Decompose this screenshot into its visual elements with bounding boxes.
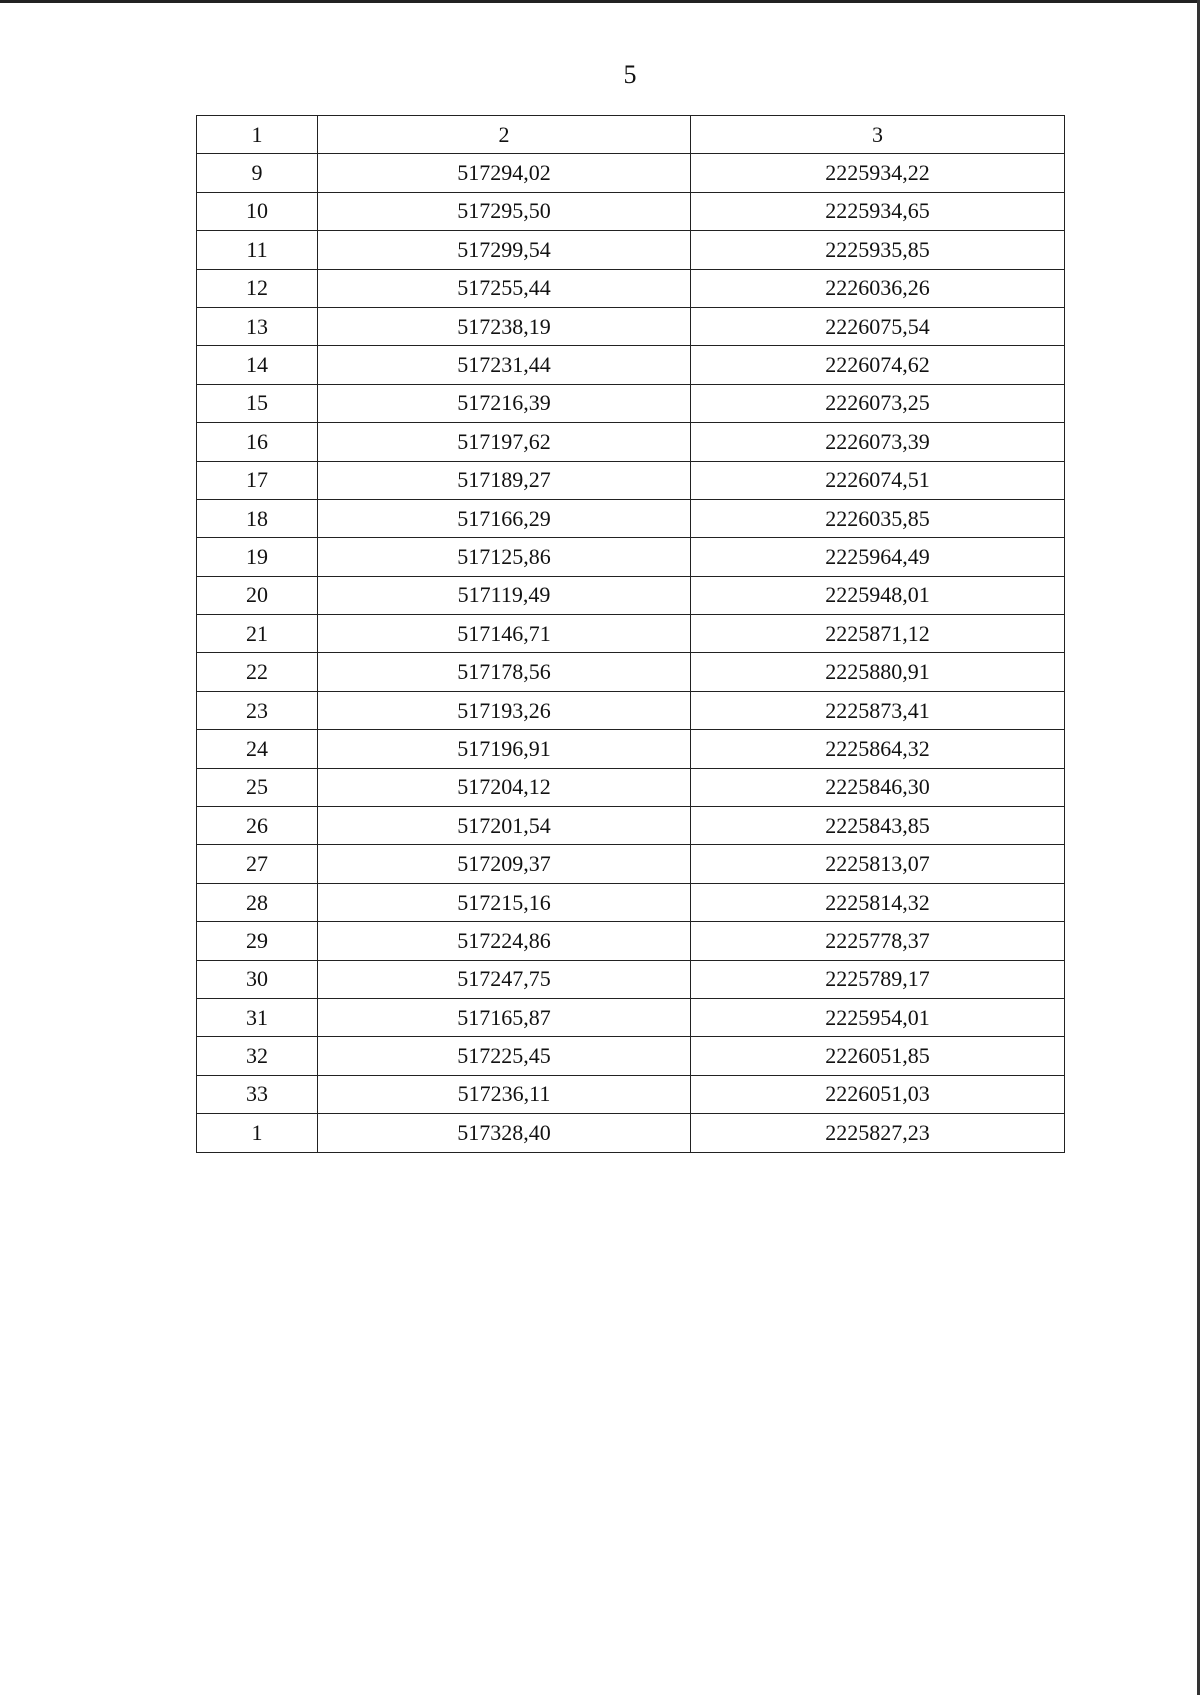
y-coordinate-cell: 2225873,41 [691, 691, 1065, 729]
point-number-cell: 23 [197, 691, 318, 729]
table-row [197, 231, 1065, 269]
point-number-cell: 17 [197, 461, 318, 499]
y-coordinate-cell: 2225864,32 [691, 730, 1065, 768]
point-number-cell: 9 [197, 154, 318, 192]
x-coordinate-cell: 517295,50 [318, 192, 691, 230]
point-number-cell: 31 [197, 998, 318, 1036]
x-coordinate-cell: 517119,49 [318, 576, 691, 614]
point-number-cell: 13 [197, 307, 318, 345]
table-row [197, 691, 1065, 729]
table-row [197, 1075, 1065, 1113]
table-header-row [197, 116, 1065, 154]
x-coordinate-cell: 517196,91 [318, 730, 691, 768]
table-row [197, 960, 1065, 998]
x-coordinate-cell: 517189,27 [318, 461, 691, 499]
point-number-cell: 14 [197, 346, 318, 384]
y-coordinate-cell: 2226051,85 [691, 1037, 1065, 1075]
point-number-cell: 25 [197, 768, 318, 806]
x-coordinate-cell: 517193,26 [318, 691, 691, 729]
x-coordinate-cell: 517294,02 [318, 154, 691, 192]
point-number-cell: 33 [197, 1075, 318, 1113]
point-number-cell: 11 [197, 231, 318, 269]
y-coordinate-cell: 2225934,65 [691, 192, 1065, 230]
y-coordinate-cell: 2225813,07 [691, 845, 1065, 883]
y-coordinate-cell: 2226073,25 [691, 384, 1065, 422]
y-coordinate-cell: 2225778,37 [691, 922, 1065, 960]
x-coordinate-cell: 517166,29 [318, 499, 691, 537]
table-row [197, 883, 1065, 921]
point-number-cell: 28 [197, 883, 318, 921]
point-number-cell: 27 [197, 845, 318, 883]
y-coordinate-cell: 2225935,85 [691, 231, 1065, 269]
x-coordinate-cell: 517216,39 [318, 384, 691, 422]
y-coordinate-cell: 2225871,12 [691, 615, 1065, 653]
table-row [197, 730, 1065, 768]
y-coordinate-cell: 2226036,26 [691, 269, 1065, 307]
y-coordinate-cell: 2226075,54 [691, 307, 1065, 345]
y-coordinate-cell: 2225954,01 [691, 998, 1065, 1036]
table-row [197, 807, 1065, 845]
point-number-cell: 18 [197, 499, 318, 537]
x-coordinate-cell: 517125,86 [318, 538, 691, 576]
table-row [197, 845, 1065, 883]
point-number-cell: 22 [197, 653, 318, 691]
y-coordinate-cell: 2226073,39 [691, 423, 1065, 461]
scan-top-edge [0, 0, 1200, 3]
y-coordinate-cell: 2225789,17 [691, 960, 1065, 998]
x-coordinate-cell: 517255,44 [318, 269, 691, 307]
point-number-cell: 12 [197, 269, 318, 307]
x-coordinate-cell: 517209,37 [318, 845, 691, 883]
x-coordinate-cell: 517201,54 [318, 807, 691, 845]
table-row [197, 423, 1065, 461]
point-number-cell: 1 [197, 1114, 318, 1152]
coordinates-table-body [197, 116, 1065, 1153]
y-coordinate-cell: 2225814,32 [691, 883, 1065, 921]
table-row [197, 269, 1065, 307]
column-header-y: 3 [691, 116, 1065, 154]
x-coordinate-cell: 517165,87 [318, 998, 691, 1036]
table-row [197, 154, 1065, 192]
table-row [197, 615, 1065, 653]
point-number-cell: 29 [197, 922, 318, 960]
y-coordinate-cell: 2226035,85 [691, 499, 1065, 537]
page-number: 5 [623, 60, 637, 89]
point-number-cell: 24 [197, 730, 318, 768]
y-coordinate-cell: 2225964,49 [691, 538, 1065, 576]
table-row [197, 192, 1065, 230]
table-row [197, 998, 1065, 1036]
x-coordinate-cell: 517236,11 [318, 1075, 691, 1113]
point-number-cell: 32 [197, 1037, 318, 1075]
point-number-cell: 30 [197, 960, 318, 998]
point-number-cell: 15 [197, 384, 318, 422]
y-coordinate-cell: 2225948,01 [691, 576, 1065, 614]
table-row [197, 1037, 1065, 1075]
x-coordinate-cell: 517197,62 [318, 423, 691, 461]
table-row [197, 1114, 1065, 1152]
table-row [197, 461, 1065, 499]
point-number-cell: 10 [197, 192, 318, 230]
table-row [197, 307, 1065, 345]
x-coordinate-cell: 517224,86 [318, 922, 691, 960]
x-coordinate-cell: 517204,12 [318, 768, 691, 806]
column-header-point: 1 [197, 116, 318, 154]
x-coordinate-cell: 517299,54 [318, 231, 691, 269]
table-row [197, 922, 1065, 960]
table-row [197, 768, 1065, 806]
x-coordinate-cell: 517178,56 [318, 653, 691, 691]
x-coordinate-cell: 517231,44 [318, 346, 691, 384]
y-coordinate-cell: 2225843,85 [691, 807, 1065, 845]
table-row [197, 576, 1065, 614]
x-coordinate-cell: 517238,19 [318, 307, 691, 345]
table-row [197, 346, 1065, 384]
column-header-x: 2 [318, 116, 691, 154]
table-row [197, 538, 1065, 576]
x-coordinate-cell: 517215,16 [318, 883, 691, 921]
x-coordinate-cell: 517225,45 [318, 1037, 691, 1075]
x-coordinate-cell: 517328,40 [318, 1114, 691, 1152]
table-row [197, 384, 1065, 422]
point-number-cell: 20 [197, 576, 318, 614]
coordinates-table [196, 115, 1065, 1153]
y-coordinate-cell: 2225846,30 [691, 768, 1065, 806]
y-coordinate-cell: 2225934,22 [691, 154, 1065, 192]
point-number-cell: 19 [197, 538, 318, 576]
table-row [197, 653, 1065, 691]
x-coordinate-cell: 517247,75 [318, 960, 691, 998]
table-row [197, 499, 1065, 537]
x-coordinate-cell: 517146,71 [318, 615, 691, 653]
y-coordinate-cell: 2226051,03 [691, 1075, 1065, 1113]
point-number-cell: 21 [197, 615, 318, 653]
point-number-cell: 16 [197, 423, 318, 461]
y-coordinate-cell: 2226074,51 [691, 461, 1065, 499]
y-coordinate-cell: 2226074,62 [691, 346, 1065, 384]
y-coordinate-cell: 2225827,23 [691, 1114, 1065, 1152]
point-number-cell: 26 [197, 807, 318, 845]
y-coordinate-cell: 2225880,91 [691, 653, 1065, 691]
